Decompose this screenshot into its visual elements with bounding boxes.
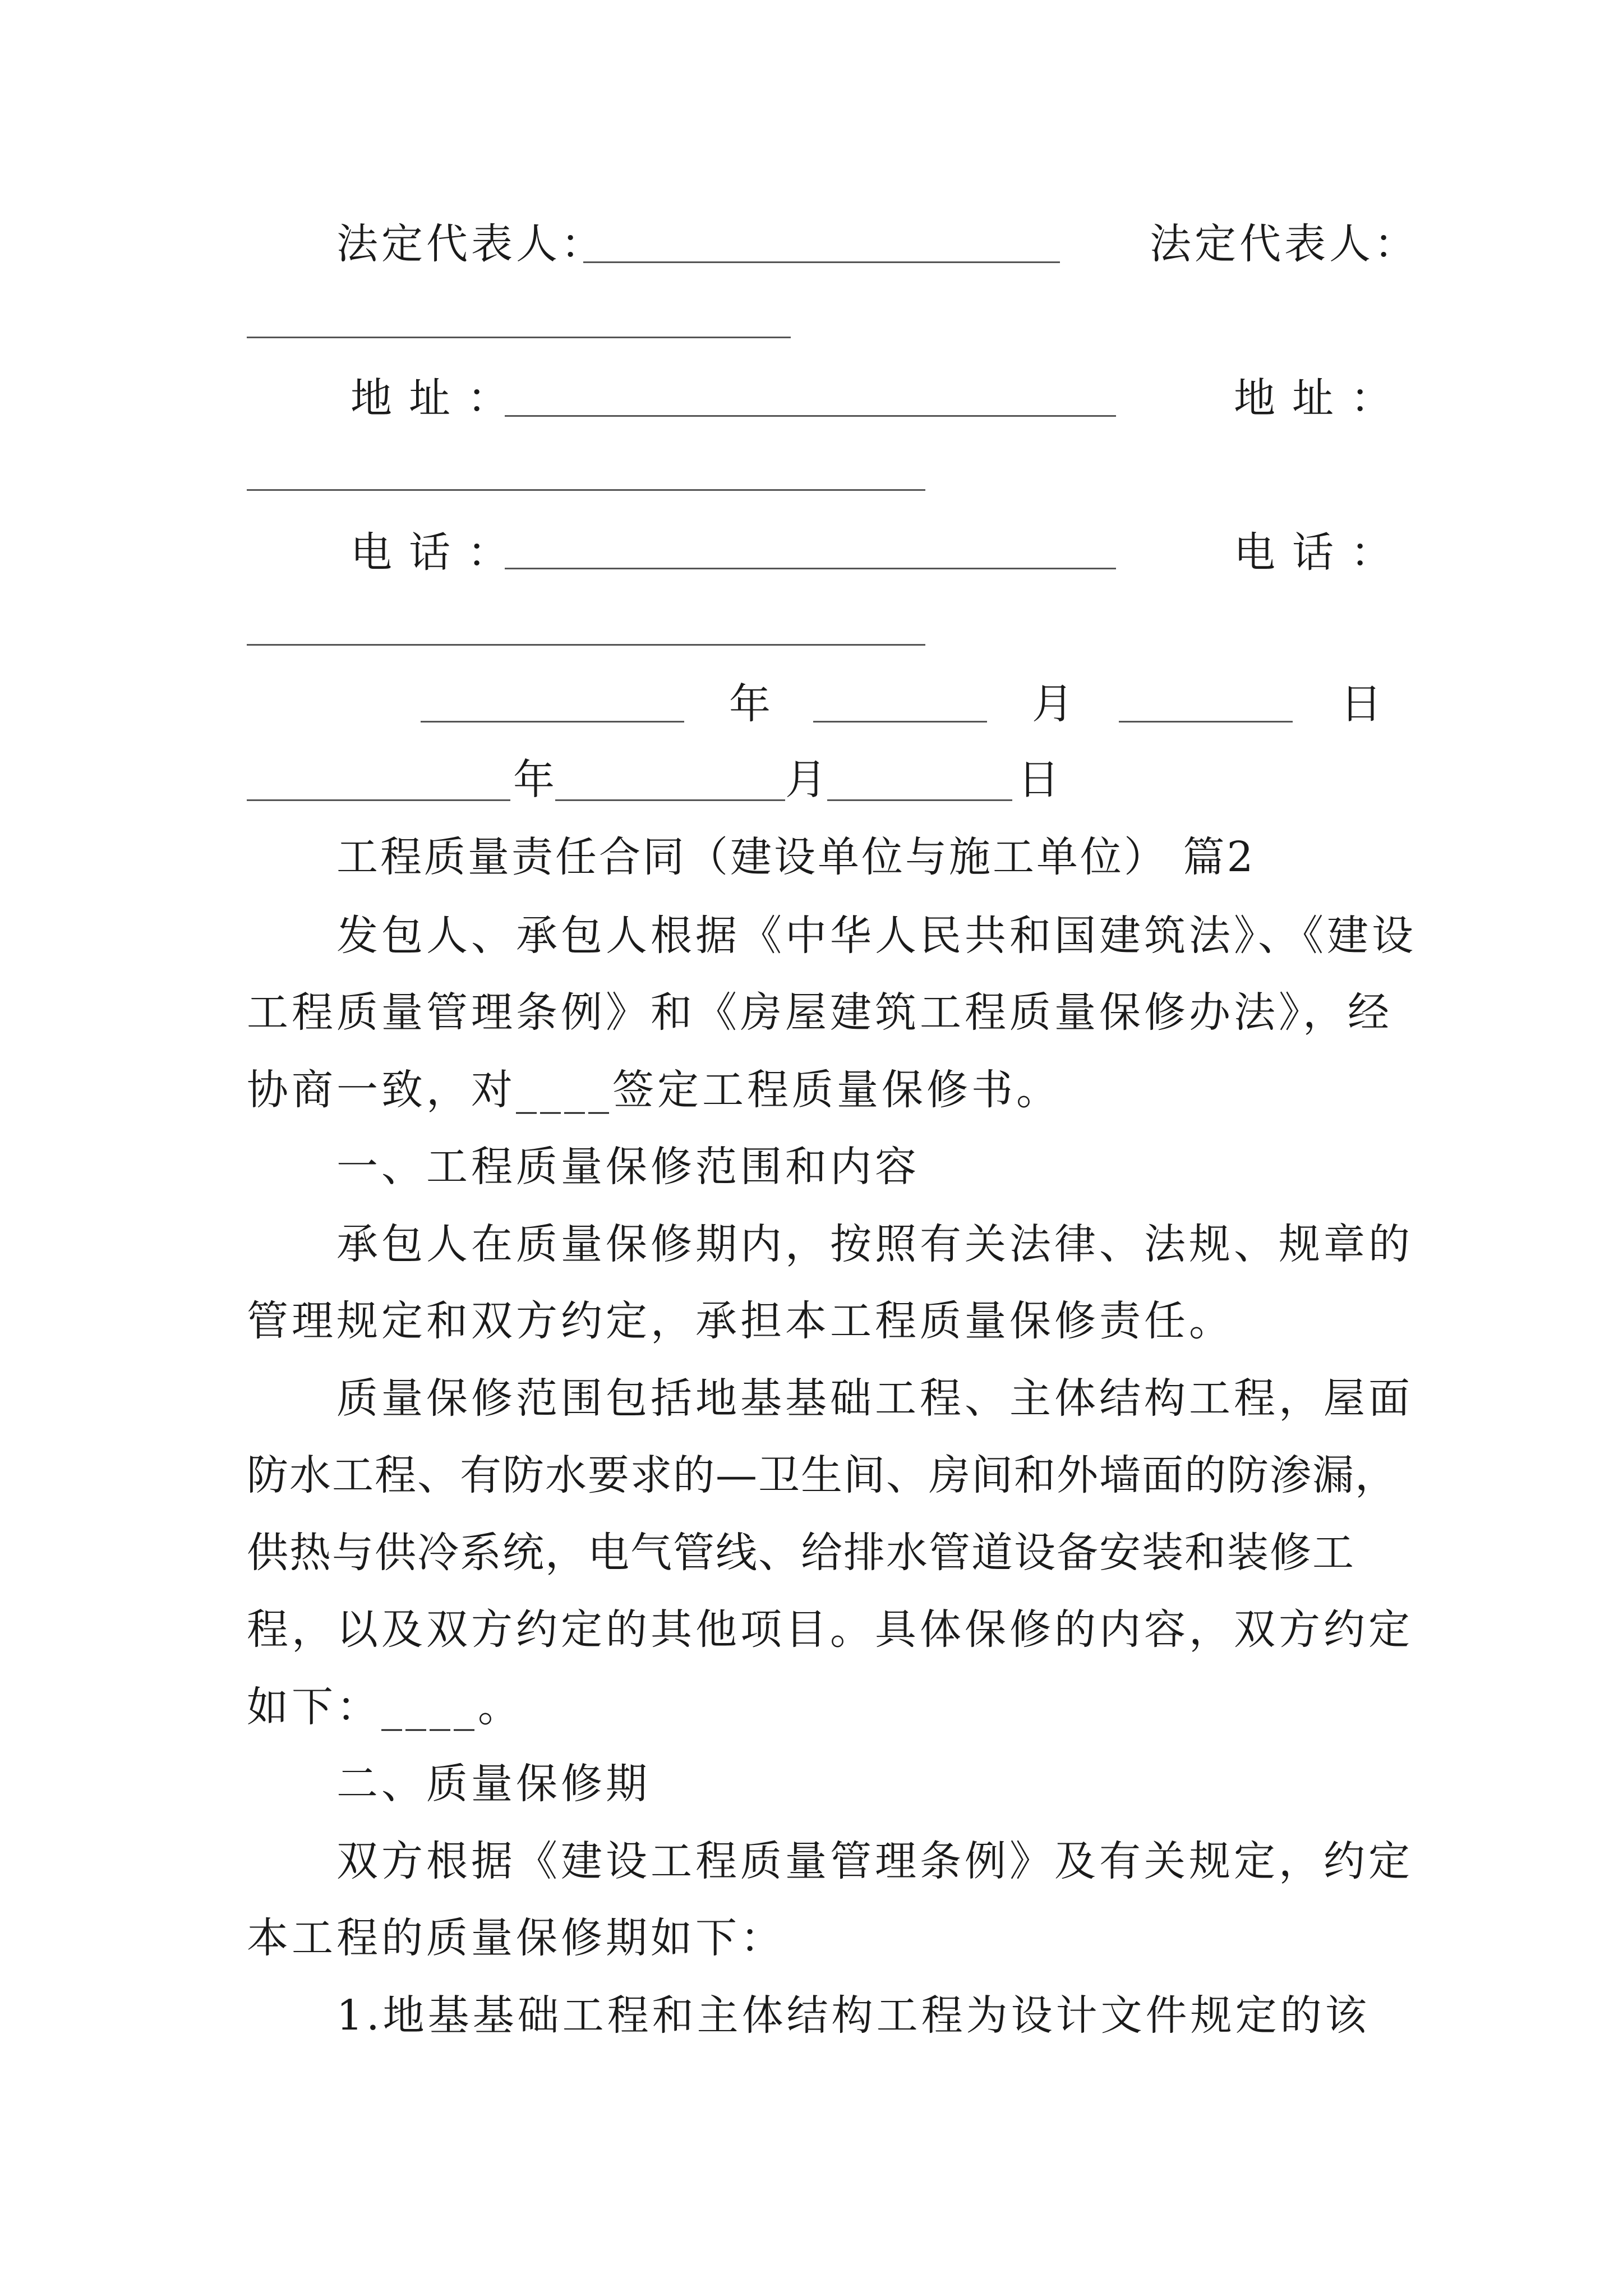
address-right-blank	[247, 489, 925, 491]
section2-p1-line-1: 双方根据《建设工程质量管理条例》及有关规定，约定	[336, 1837, 1413, 1885]
section1-p2-line-1: 质量保修范围包括地基基础工程、主体结构工程，屋面	[336, 1374, 1413, 1423]
address-left-blank	[505, 415, 1116, 417]
section2-p1-line-2: 本工程的质量保修期如下：	[247, 1914, 785, 1962]
date-month-label-1: 月	[1032, 680, 1077, 728]
section1-heading: 一、工程质量保修范围和内容	[336, 1143, 920, 1191]
address-right-label: 地址：	[1234, 374, 1409, 422]
section1-p2-line-3: 供热与供冷系统，电气管线、给排水管道设备安装和装修工	[247, 1529, 1355, 1577]
legal-rep-right-blank	[247, 337, 791, 338]
date-day-blank-2	[827, 799, 1012, 801]
date-day-blank-1	[1119, 721, 1293, 723]
date-year-label-2: 年	[513, 756, 558, 804]
item-1-line: 1.地基基础工程和主体结构工程为设计文件规定的该	[336, 1991, 1370, 2040]
intro-line-1: 发包人、承包人根据《中华人民共和国建筑法》、《建设	[336, 912, 1417, 960]
legal-rep-left-blank	[583, 261, 1060, 263]
date-year-blank-2	[247, 799, 510, 801]
section1-p1-line-1: 承包人在质量保修期内，按照有关法律、法规、规章的	[336, 1220, 1413, 1268]
section1-p2-line-5: 如下：____。	[247, 1683, 523, 1731]
date-day-label-2: 日	[1018, 756, 1063, 804]
date-month-blank-1	[813, 721, 987, 723]
section1-p2-line-2: 防水工程、有防水要求的—卫生间、房间和外墙面的防渗漏，	[247, 1451, 1398, 1499]
phone-right-blank	[247, 644, 925, 646]
section1-p1-line-2: 管理规定和双方约定，承担本工程质量保修责任。	[247, 1297, 1234, 1345]
contract-title: 工程质量责任合同（建设单位与施工单位） 篇2	[336, 833, 1256, 881]
address-left-label: 地址：	[351, 374, 525, 422]
phone-right-label: 电话：	[1234, 528, 1409, 577]
date-day-label-1: 日	[1340, 680, 1385, 728]
intro-line-2: 工程质量管理条例》和《房屋建筑工程质量保修办法》，经	[247, 988, 1393, 1037]
date-month-label-2: 月	[785, 756, 830, 804]
section1-p2-line-4: 程，以及双方约定的其他项目。具体保修的内容，双方约定	[247, 1605, 1413, 1654]
section2-heading: 二、质量保修期	[336, 1760, 651, 1808]
date-year-blank-1	[421, 721, 684, 723]
date-month-blank-2	[555, 799, 785, 801]
legal-rep-right-label: 法定代表人：	[1150, 220, 1419, 268]
phone-left-blank	[505, 568, 1116, 569]
intro-line-3: 协商一致，对____签定工程质量保修书。	[247, 1066, 1061, 1114]
date-year-label-1: 年	[729, 680, 774, 728]
legal-rep-left-label: 法定代表人：	[336, 220, 606, 268]
phone-left-label: 电话：	[351, 528, 525, 577]
